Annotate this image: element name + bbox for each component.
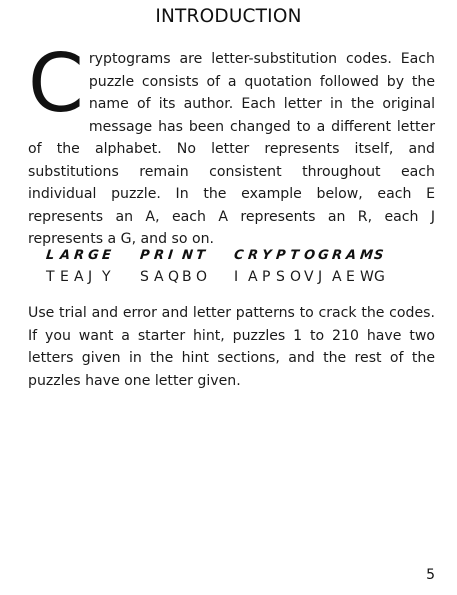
coded-letter: G [374,269,385,285]
plain-letter: R [247,247,259,263]
plain-letter: T [289,247,300,263]
plain-letter: E [101,247,112,263]
plain-word [45,248,117,263]
coded-letter: W [360,269,374,285]
plain-letter: P [275,247,287,263]
plain-letter: G [87,247,100,263]
coded-letter: E [346,269,355,285]
coded-letter: A [248,269,258,285]
coded-letter: O [290,269,302,285]
coded-letter: A [74,269,84,285]
coded-letter: I [234,269,239,285]
intro-paragraph-1-text: ryptograms are letter-substitution codes. Each puzzle consists of a quotation followed by the name of its author. Each letter in the original message has been changed to a different letter of the alphabet. No letter represents itself, and substitutions remain consistent throughout each individual puzzle. In the example below, each E represents an A, each A represents an R, each J represents a G, and so on. [28,51,435,247]
plain-letter: M [359,247,374,263]
drop-cap: C [28,37,84,130]
plain-letter: O [303,247,316,263]
coded-letter: O [196,269,208,285]
plain-letter: R [153,247,165,263]
plain-word [233,248,389,263]
plain-letter: G [317,247,330,263]
plain-letter: A [345,247,357,263]
coded-letter: P [262,269,271,285]
cipher-example [46,244,426,288]
coded-letter: Y [102,269,111,285]
plain-letter: A [59,247,71,263]
plain-word [139,248,211,263]
coded-letter: E [60,269,69,285]
plain-letter: L [45,247,56,263]
intro-paragraph-1 [28,37,435,251]
page-number: 5 [426,567,435,583]
coded-letter: J [88,269,93,285]
plain-letter: R [331,247,343,263]
plain-letter: T [195,247,206,263]
coded-letter: J [318,269,323,285]
plain-letter: P [139,247,151,263]
coded-letter: S [276,269,285,285]
plain-text-row [45,244,427,266]
coded-letter: S [140,269,149,285]
plain-letter: S [373,247,385,263]
coded-text-row [46,266,426,288]
coded-word [234,269,388,285]
coded-letter: A [154,269,164,285]
plain-letter: I [167,247,174,263]
intro-paragraph-2: Use trial and error and letter patterns to crack the codes. If you want a starter hint, puzzles 1 to 210 have two letters given in the hint sections, and the rest of the puzzles have one letter given. [28,305,435,389]
coded-letter: A [332,269,342,285]
coded-letter: B [182,269,192,285]
coded-word [46,269,116,285]
plain-letter: Y [261,247,273,263]
plain-letter: C [233,247,245,263]
page-title: INTRODUCTION [155,6,302,27]
coded-letter: V [304,269,314,285]
coded-word [140,269,210,285]
coded-letter: Q [168,269,180,285]
plain-letter: R [73,247,85,263]
coded-letter: T [46,269,55,285]
plain-letter: N [181,247,194,263]
